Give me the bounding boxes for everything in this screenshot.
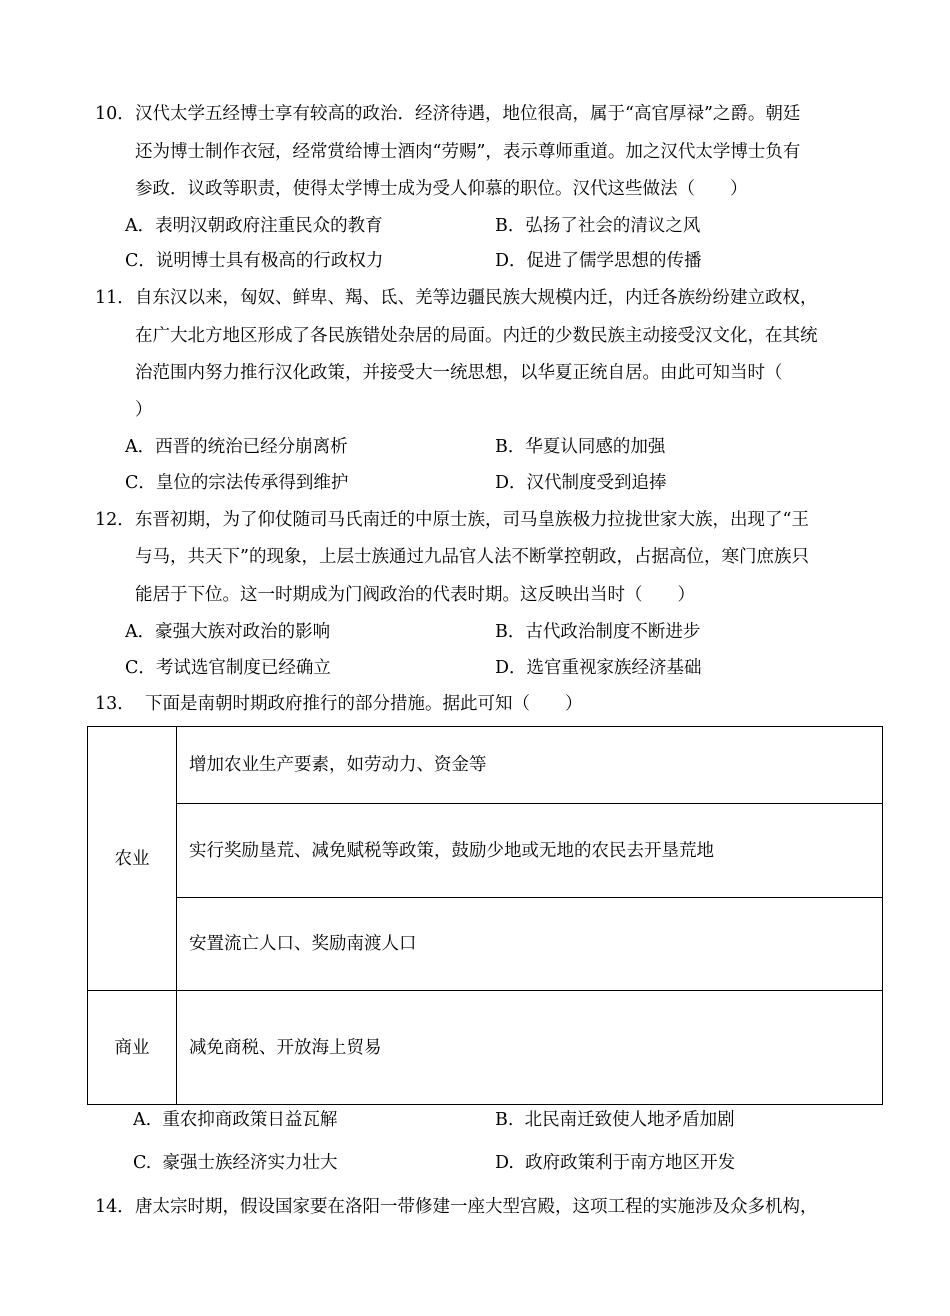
table-cell: 减免商税、开放海上贸易 [177,991,883,1105]
question-number: 13． [95,694,135,714]
table-cell: 增加农业生产要素，如劳动力、资金等 [177,727,883,804]
question-number: 12． [95,510,135,530]
option-c[interactable]: C．皇位的宗法传承得到维护 [125,473,349,493]
question-text-line: 能居于下位。这一时期成为门阀政治的代表时期。这反映出当时（ ） [135,585,695,605]
option-d[interactable]: D．促进了儒学思想的传播 [495,251,702,271]
question-text-line: 东晋初期，为了仰仗随司马氏南迁的中原士族，司马皇族极力拉拢世家大族，出现了“王 [135,510,809,530]
question-number: 14． [95,1197,135,1217]
question-number: 11． [95,288,135,308]
table-cell: 安置流亡人口、奖励南渡人口 [177,898,883,991]
question-text-line: 治范围内努力推行汉化政策，并接受大一统思想，以华夏正统自居。由此可知当时（ [135,363,783,383]
table-row [88,727,883,804]
option-d[interactable]: D. 政府政策利于南方地区开发 [495,1153,736,1173]
option-a[interactable]: A．豪强大族对政治的影响 [125,622,331,642]
option-a[interactable]: A．表明汉朝政府注重民众的教育 [125,216,383,236]
option-b[interactable]: B．古代政治制度不断进步 [495,622,701,642]
option-d[interactable]: D．汉代制度受到追捧 [495,473,667,493]
option-c[interactable]: C．考试选官制度已经确立 [125,658,331,678]
question-text-line: ） [135,400,153,420]
question-text-line: 参政．议政等职责，使得太学博士成为受人仰慕的职位。汉代这些做法（ ） [135,179,748,199]
option-c[interactable]: C. 豪强士族经济实力壮大 [133,1153,338,1173]
measures-table [87,726,883,1105]
category-agriculture: 农业 [88,727,177,991]
option-d[interactable]: D．选官重视家族经济基础 [495,658,702,678]
table-row [88,804,883,898]
option-b[interactable]: B．弘扬了社会的清议之风 [495,216,701,236]
question-text-line: 唐太宗时期，假设国家要在洛阳一带修建一座大型宫殿，这项工程的实施涉及众多机构， [135,1197,818,1217]
question-text-line: 汉代太学五经博士享有较高的政治．经济待遇，地位很高，属于“高官厚禄”之爵。朝廷 [135,104,801,124]
question-text-line: 自东汉以来，匈奴、鲜卑、羯、氐、羌等边疆民族大规模内迁，内迁各族纷纷建立政权， [135,288,818,308]
question-text-line: 还为博士制作衣冠，经常赏给博士酒肉“劳赐”，表示尊师重道。加之汉代太学博士负有 [135,142,801,162]
table-row [88,991,883,1105]
table-row [88,898,883,991]
option-a[interactable]: A. 重农抑商政策日益瓦解 [133,1110,338,1130]
question-text-line: 下面是南朝时期政府推行的部分措施。据此可知（ ） [145,694,583,714]
question-number: 10． [95,104,135,124]
option-c[interactable]: C．说明博士具有极高的行政权力 [125,251,384,271]
question-text-line: 在广大北方地区形成了各民族错处杂居的局面。内迁的少数民族主动接受汉文化，在其统 [135,326,818,346]
option-a[interactable]: A．西晋的统治已经分崩离析 [125,437,348,457]
category-commerce: 商业 [88,991,177,1105]
option-b[interactable]: B. 北民南迁致使人地矛盾加剧 [495,1110,735,1130]
table-cell: 实行奖励垦荒、减免赋税等政策，鼓励少地或无地的农民去开垦荒地 [177,804,883,898]
question-text-line: 与马，共天下”的现象，上层士族通过九品官人法不断掌控朝政，占据高位，寒门庶族只 [135,547,809,567]
option-b[interactable]: B．华夏认同感的加强 [495,437,666,457]
